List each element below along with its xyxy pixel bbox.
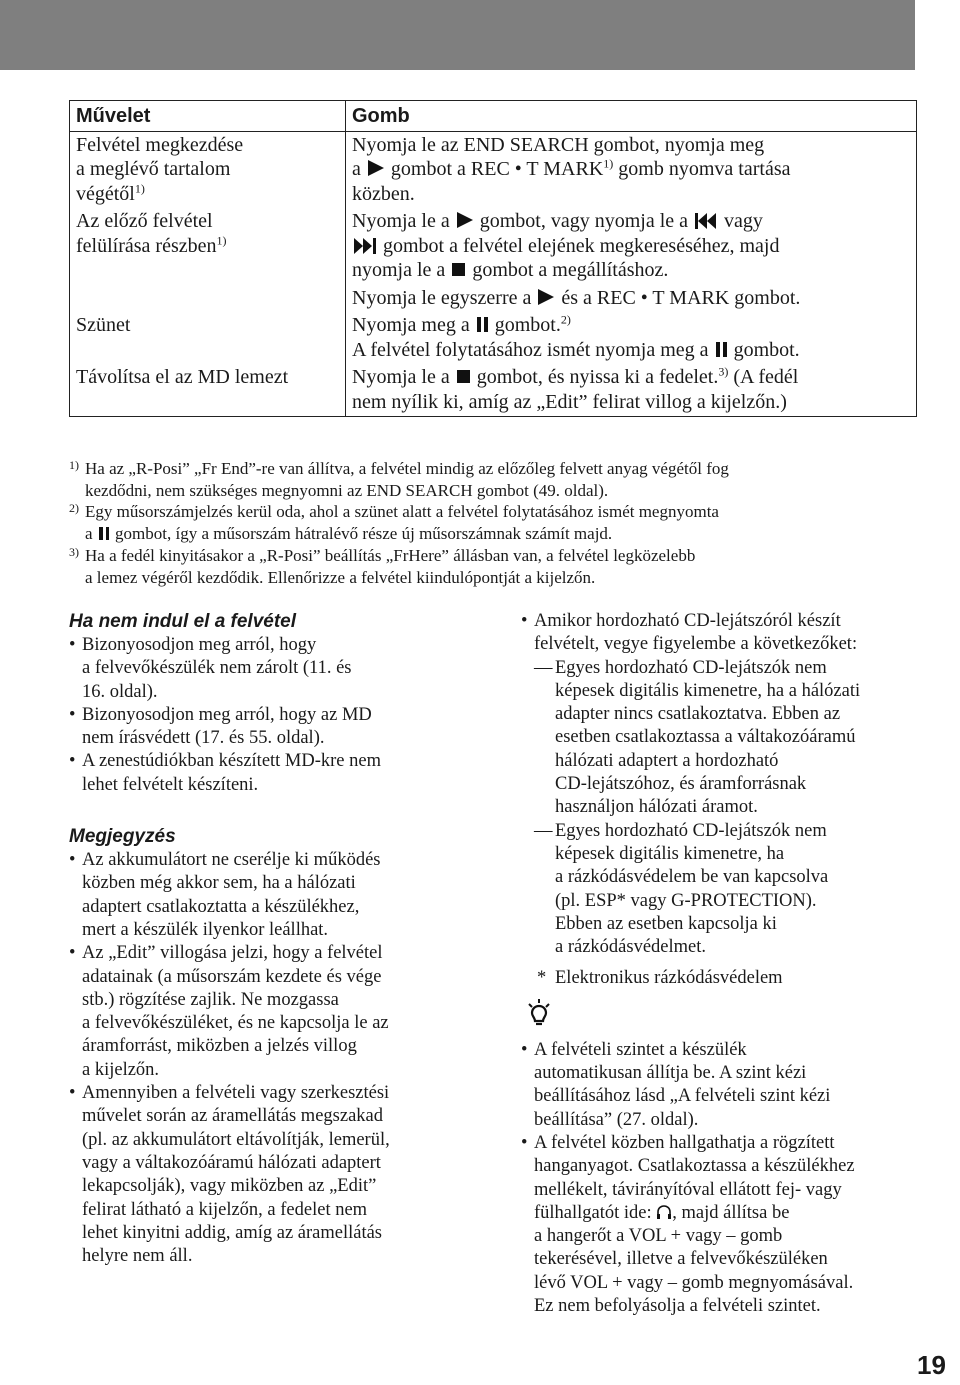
footnote-ref: 1) — [603, 156, 614, 171]
previous-track-icon — [695, 213, 717, 229]
cell-text: gombot, és nyissa ki a fedelet. — [476, 366, 719, 388]
cell-text: Távolítsa el az MD lemezt — [76, 366, 289, 388]
list-text: művelet során az áramellátás megszakad — [82, 1106, 383, 1127]
table-row — [70, 208, 917, 312]
list-text: lehet felvételt készíteni. — [82, 774, 259, 795]
list-text: közben még akkor sem, ha a hálózati — [82, 873, 356, 894]
list-item — [69, 849, 469, 942]
list-text: hanganyagot. Csatlakoztassa a készülékhez — [534, 1156, 855, 1177]
list-item — [69, 942, 469, 1082]
list-text: hálózati adaptert a hordozható — [555, 750, 779, 771]
play-icon — [457, 212, 473, 228]
note-text: Elektronikus rázkódásvédelem — [555, 968, 783, 989]
cell-text: a meglévő tartalom — [76, 158, 231, 180]
list-text: a rázkódásvédelmet. — [555, 937, 707, 958]
operation-cell — [70, 312, 346, 364]
sub-list-item — [521, 820, 921, 960]
footnote-text: gombot, így a műsorszám hátralévő része új műsorszámnak számít majd. — [115, 524, 613, 544]
bullet: • — [69, 1083, 76, 1104]
list-item — [521, 1132, 921, 1318]
cell-text: Az előző felvétel — [76, 210, 213, 232]
list-text: Egyes hordozható CD-lejátszók nem — [555, 820, 827, 841]
cell-text: nyomja le a — [352, 259, 446, 281]
left-column — [69, 610, 469, 1268]
cell-text: felülírása részben — [76, 234, 217, 257]
list-text: esetben csatlakoztassa a váltakozóáramú — [555, 727, 856, 748]
list-text: a felvevőkészüléket, és ne kapcsolja le az — [82, 1013, 389, 1034]
cell-text: gomb nyomva tartása — [618, 158, 791, 180]
section-heading: Megjegyzés — [69, 826, 176, 848]
bullet: • — [521, 1039, 528, 1060]
list-text: Amikor hordozható CD-lejátszóról készít — [534, 611, 841, 631]
footnote-ref: 3) — [718, 364, 729, 379]
cell-text: nem nyílik ki, amíg az „Edit” felirat villog a kijelzőn.) — [352, 390, 787, 413]
bullet: • — [69, 635, 76, 655]
list-text: adatainak (a műsorszám kezdete és vége — [82, 966, 382, 987]
table-row — [70, 131, 917, 208]
dash: — — [534, 657, 553, 678]
list-item — [69, 634, 469, 704]
stop-icon — [452, 263, 465, 276]
dash: — — [534, 820, 553, 841]
list-text: felirat látható a kijelzőn, a fedelet nem — [82, 1199, 368, 1220]
cell-text: Nyomja le a — [352, 366, 450, 388]
cell-text: gombot, vagy nyomja le a — [479, 210, 689, 232]
notes-list — [69, 849, 469, 1268]
list-text: a hangerőt a VOL + vagy – gomb — [534, 1226, 783, 1247]
operation-cell — [70, 131, 346, 208]
bullet: • — [521, 1132, 528, 1153]
bullet: • — [69, 850, 76, 871]
list-item — [69, 1082, 469, 1268]
list-text: Amennyiben a felvételi vagy szerkesztési — [82, 1083, 390, 1104]
footnote-mark: 3) — [69, 544, 79, 559]
list-item — [521, 610, 921, 657]
list-text: képesek digitális kimenetre, ha — [555, 843, 785, 864]
lightbulb-tip-icon — [527, 999, 551, 1029]
headphones-icon — [656, 1204, 672, 1220]
list-text: nem írásvédett (17. és 55. oldal). — [82, 728, 325, 749]
list-text: képesek digitális kimenetre, ha a hálózati — [555, 680, 861, 701]
list-text: , majd állítsa be — [672, 1202, 790, 1223]
list-text: a rázkódásvédelem be van kapcsolva — [555, 867, 829, 888]
footnote-ref: 2) — [560, 312, 571, 327]
bullet: • — [69, 704, 76, 725]
cell-text: Felvétel megkezdése — [76, 133, 244, 156]
footnote-text: a lemez végéről kezdődik. Ellenőrizze a felvétel kiindulópontját a kijelzőn. — [85, 567, 596, 587]
list-text: Bizonyosodjon meg arról, hogy az MD — [82, 704, 372, 725]
cell-text: Nyomja le egyszerre a — [352, 286, 532, 309]
asterisk-mark: * — [537, 968, 547, 989]
cell-text: gombot a felvétel elejének megkereséséhez, majd — [383, 234, 780, 257]
header-bar — [0, 0, 915, 70]
list-text: stb.) rögzítése zajlik. Ne mozgassa — [82, 989, 339, 1010]
list-text: lekapcsolják), vagy miközben az „Edit” — [82, 1176, 377, 1197]
button-cell — [346, 364, 917, 417]
footnote-text: Ha az „R-Posi” „Fr End”-re van állítva, a felvétel mindig az előzőleg felvett anyag végétől fog — [85, 459, 729, 478]
list-text: mert a készülék ilyenkor leállhat. — [82, 919, 329, 940]
footnote-ref: 1) — [134, 180, 145, 195]
list-text: beállítása” (27. oldal). — [534, 1109, 699, 1130]
list-text: helyre nem áll. — [82, 1246, 193, 1267]
cell-text: A felvétel folytatásához ismét nyomja meg a — [352, 338, 709, 361]
cell-text: közben. — [352, 182, 415, 205]
cell-text: vagy — [724, 210, 763, 232]
list-text: (pl. ESP* vagy G-PROTECTION). — [555, 890, 817, 911]
section-heading: Ha nem indul el a felvétel — [69, 611, 297, 632]
list-text: Bizonyosodjon meg arról, hogy — [82, 635, 317, 655]
list-text: felvételt, vegye figyelembe a következőket: — [534, 634, 858, 655]
cell-text: gombot a megállításhoz. — [472, 259, 669, 281]
asterisk-note — [521, 967, 921, 990]
footnotes — [69, 458, 929, 588]
list-text: vagy a váltakozóáramú hálózati adaptert — [82, 1152, 381, 1173]
list-text: adaptert csatlakoztatta a készülékhez, — [82, 896, 360, 917]
play-icon — [368, 160, 384, 176]
column-header-operation: Művelet — [70, 101, 346, 132]
list-text: Az „Edit” villogása jelzi, hogy a felvétel — [82, 943, 383, 964]
page-number: 19 — [917, 1350, 946, 1380]
list-item — [69, 750, 469, 797]
list-text: Ez nem befolyásolja a felvételi szintet. — [534, 1296, 821, 1317]
cell-text: Nyomja meg a — [352, 314, 470, 336]
list-item — [521, 1039, 921, 1132]
cell-text: Nyomja le az END SEARCH gombot, nyomja meg — [352, 133, 765, 156]
footnote-text: Ha a fedél kinyitásakor a „R-Posi” beállítás „FrHere” állásban van, a felvétel legközelebb — [85, 545, 696, 565]
cell-text: Nyomja le a — [352, 210, 450, 232]
list-text: Az akkumulátort ne cserélje ki működés — [82, 850, 381, 871]
bullet: • — [521, 611, 528, 631]
footnote — [69, 458, 929, 501]
list-text: beállításához lásd „A felvételi szint kézi — [534, 1086, 831, 1107]
list-text: használjon hálózati áramot. — [555, 797, 758, 818]
list-text: A felvétel közben hallgathatja a rögzített — [534, 1132, 835, 1153]
cell-text: végétől — [76, 182, 135, 205]
column-header-button: Gomb — [346, 101, 917, 132]
footnote-mark: 2) — [69, 501, 79, 516]
cell-text: Szünet — [76, 314, 131, 336]
bullet: • — [69, 943, 76, 964]
list-text: lévő VOL + vagy – gomb megnyomásával. — [534, 1272, 854, 1293]
footnote-text: kezdődni, nem szükséges megnyomni az END SEARCH gombot (49. oldal). — [85, 480, 609, 500]
list-text: Egyes hordozható CD-lejátszók nem — [555, 657, 827, 678]
sub-list-item — [521, 657, 921, 820]
cell-text: (A fedél — [733, 366, 799, 388]
footnote-text: Egy műsorszámjelzés kerül oda, ahol a szünet alatt a felvétel folytatásához ismét megnyomta — [85, 502, 719, 522]
stop-icon — [457, 370, 470, 383]
footnote-text: a — [85, 524, 93, 544]
list-text: a kijelzőn. — [82, 1059, 160, 1080]
list-text: tekerésével, illetve a felvevőkészüléken — [534, 1249, 828, 1270]
list-text: CD-lejátszóhoz, és áramforrásnak — [555, 774, 807, 795]
list-text: 16. oldal). — [82, 681, 158, 702]
pause-icon — [477, 317, 488, 332]
list-text: A felvételi szintet a készülék — [534, 1039, 747, 1060]
list-text: automatikusan állítja be. A szint kézi — [534, 1063, 807, 1084]
list-text: fülhallgatót ide: — [534, 1202, 652, 1223]
right-column — [521, 610, 921, 1318]
cell-text: gombot. — [733, 338, 800, 361]
operation-cell — [70, 208, 346, 312]
list-item — [69, 704, 469, 751]
operation-cell — [70, 364, 346, 417]
list-text: mellékelt, távirányítóval ellátott fej- vagy — [534, 1179, 842, 1200]
cell-text: a — [352, 158, 361, 180]
button-cell — [346, 131, 917, 208]
footnote-mark: 1) — [69, 458, 79, 472]
table-row — [70, 312, 917, 364]
footnote — [69, 501, 929, 544]
button-cell — [346, 208, 917, 312]
operations-table — [69, 100, 917, 417]
bullet: • — [69, 751, 76, 772]
footnote-ref: 1) — [216, 232, 227, 247]
list-text: a felvevőkészülék nem zárolt (11. és — [82, 658, 352, 679]
list-text: adapter nincs csatlakoztatva. Ebben az — [555, 704, 841, 725]
play-icon — [538, 289, 554, 305]
table-row — [70, 364, 917, 417]
list-text: (pl. az akkumulátort eltávolítják, lemerül, — [82, 1129, 390, 1150]
list-text: A zenestúdiókban készített MD-kre nem — [82, 751, 381, 772]
list-text: lehet kinyitni addig, amíg az áramellátás — [82, 1222, 383, 1243]
cell-text: és a REC • T MARK gombot. — [561, 286, 801, 309]
table-header-row — [70, 101, 917, 132]
list-text: Ebben az esetben kapcsolja ki — [555, 913, 777, 934]
cell-text: gombot a REC • T MARK — [390, 158, 604, 180]
next-track-icon — [354, 238, 376, 254]
recording-tips-list — [69, 634, 469, 797]
cell-text: gombot. — [494, 314, 561, 336]
button-cell — [346, 312, 917, 364]
footnote — [69, 545, 929, 588]
pause-icon — [99, 527, 109, 540]
list-text: áramforrást, miközben a jelzés villog — [82, 1036, 357, 1057]
pause-icon — [716, 342, 727, 357]
